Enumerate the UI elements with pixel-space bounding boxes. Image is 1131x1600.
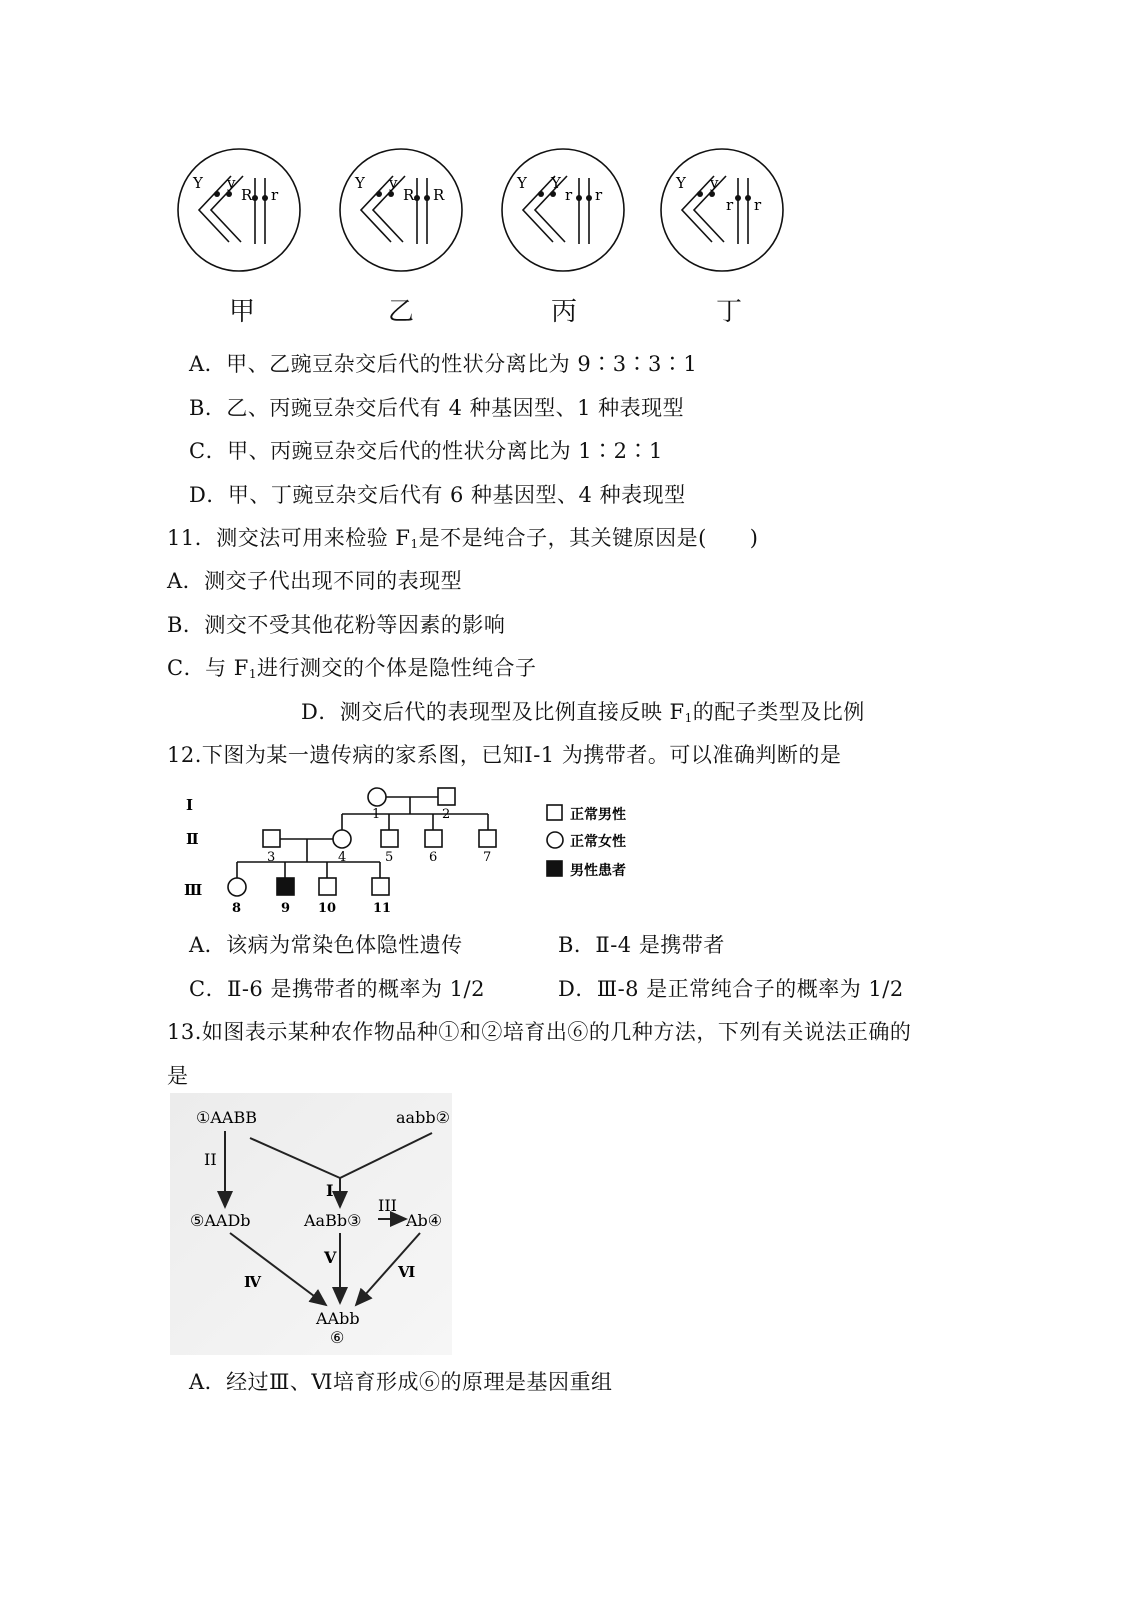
q11-option-a: A．测交子代出现不同的表现型 (167, 569, 463, 593)
gene-left-a: Y (517, 174, 527, 192)
node-6-genotype: AAbb (316, 1309, 360, 1328)
cell-label-jia: 甲 (228, 297, 255, 327)
cells-svg (0, 0, 1131, 300)
q11-stem-a: 11．测交法可用来检验 F (167, 526, 411, 550)
route-i: I (326, 1181, 334, 1200)
gene-left-b: Y (551, 174, 561, 192)
gene-right-a: R (403, 186, 415, 204)
id-1: 1 (372, 807, 381, 822)
id-8: 8 (232, 901, 242, 916)
individual-i-2 (438, 788, 455, 805)
id-2: 2 (442, 807, 451, 822)
id-5: 5 (385, 850, 394, 865)
gene-right-b: R (433, 186, 445, 204)
q10-option-d: D．甲、丁豌豆杂交后代有 6 种基因型、4 种表现型 (189, 483, 686, 507)
q11-option-b: B．测交不受其他花粉等因素的影响 (167, 613, 506, 637)
cell-label-yi: 乙 (387, 297, 414, 327)
q11-option-c (167, 652, 536, 682)
q11-stem-b: 是不是纯合子，其关键原因是( ) (418, 526, 759, 550)
id-7: 7 (483, 850, 492, 865)
generation-iii: Ⅲ (184, 881, 203, 899)
gene-right-b: r (754, 196, 762, 214)
cell-yi (340, 149, 462, 271)
legend-male-icon (547, 805, 562, 820)
route-vi: Ⅵ (398, 1263, 416, 1281)
q10-option-b: B．乙、丙豌豆杂交后代有 4 种基因型、1 种表现型 (189, 396, 685, 420)
generation-i: Ⅰ (186, 796, 194, 814)
node-5: ⑤AADb (190, 1211, 251, 1230)
individual-ii-4 (333, 830, 351, 848)
cell-label-ding: 丁 (715, 297, 742, 327)
gene-right-a: r (726, 196, 734, 214)
q11-stem-sub: 1 (410, 537, 419, 551)
legend-female-icon (547, 832, 563, 848)
q10-option-c: C．甲、丙豌豆杂交后代的性状分离比为 1∶2∶1 (189, 439, 663, 463)
q12-option-d: D．Ⅲ-8 是正常纯合子的概率为 1/2 (558, 977, 904, 1001)
q11-stem (167, 522, 759, 552)
individual-iii-9 (277, 878, 294, 895)
individual-ii-7 (479, 830, 496, 847)
individual-iii-10 (319, 878, 336, 895)
id-10: 10 (318, 901, 337, 916)
q12-option-b: B．Ⅱ-4 是携带者 (558, 933, 725, 957)
q11-option-d (301, 696, 865, 726)
q11-c-b: 进行测交的个体是隐性纯合子 (256, 656, 537, 680)
pedigree-chart (170, 772, 670, 918)
q13-stem-line1: 13.如图表示某种农作物品种①和②培育出⑥的几种方法，下列有关说法正确的 (167, 1020, 912, 1044)
gene-right-a: r (565, 186, 573, 204)
node-2: aabb② (396, 1108, 450, 1127)
breeding-diagram (170, 1093, 460, 1363)
q11-d-sub: 1 (684, 711, 693, 725)
legend-normal-female: 正常女性 (570, 834, 626, 850)
cell-ding (661, 149, 783, 271)
gene-left-b: y (389, 174, 398, 192)
q10-option-a: A．甲、乙豌豆杂交后代的性状分离比为 9∶3∶3∶1 (189, 352, 698, 376)
individual-ii-5 (381, 830, 398, 847)
cell-label-bing: 丙 (550, 297, 577, 327)
q11-d-b: 的配子类型及比例 (692, 700, 865, 724)
cell-bing (502, 149, 624, 271)
gene-right-b: r (271, 186, 279, 204)
legend-affected-icon (547, 861, 562, 876)
node-6-number: ⑥ (330, 1328, 345, 1347)
cell-jia (178, 149, 300, 271)
node-4: Ab④ (406, 1211, 443, 1230)
individual-i-1 (368, 788, 386, 806)
node-3: AaBb③ (304, 1211, 362, 1230)
gene-left-b: y (227, 174, 236, 192)
id-9: 9 (281, 901, 291, 916)
q12-option-a: A．该病为常染色体隐性遗传 (189, 933, 463, 957)
q12-option-c: C．Ⅱ-6 是携带者的概率为 1/2 (189, 977, 485, 1001)
id-6: 6 (429, 850, 438, 865)
gene-left-a: Y (355, 174, 365, 192)
individual-iii-8 (228, 878, 246, 896)
gene-right-b: r (595, 186, 603, 204)
individual-iii-11 (372, 878, 389, 895)
generation-ii: Ⅱ (186, 830, 199, 848)
gene-right-a: R (241, 186, 253, 204)
legend-affected-male: 男性患者 (570, 863, 626, 879)
q13-stem-line2: 是 (167, 1064, 189, 1088)
route-v: V (324, 1248, 337, 1267)
q11-c-sub: 1 (248, 667, 257, 681)
route-iv: Ⅳ (244, 1273, 262, 1291)
id-3: 3 (267, 850, 276, 865)
q11-c-a: C．与 F (167, 656, 249, 680)
individual-ii-3 (263, 830, 280, 847)
q13-option-a: A．经过Ⅲ、Ⅵ培育形成⑥的原理是基因重组 (189, 1370, 613, 1394)
id-4: 4 (338, 850, 347, 865)
legend-normal-male: 正常男性 (570, 807, 626, 823)
route-ii: II (204, 1150, 217, 1169)
gene-left-a: Y (193, 174, 203, 192)
gene-left-a: Y (676, 174, 686, 192)
individual-ii-6 (425, 830, 442, 847)
q11-d-a: D．测交后代的表现型及比例直接反映 F (301, 700, 685, 724)
id-11: 11 (373, 901, 392, 916)
gene-left-b: y (710, 174, 719, 192)
node-1: ①AABB (196, 1108, 257, 1127)
q12-stem: 12.下图为某一遗传病的家系图，已知Ⅰ-1 为携带者。可以准确判断的是 (167, 743, 842, 767)
route-iii: III (378, 1196, 397, 1215)
